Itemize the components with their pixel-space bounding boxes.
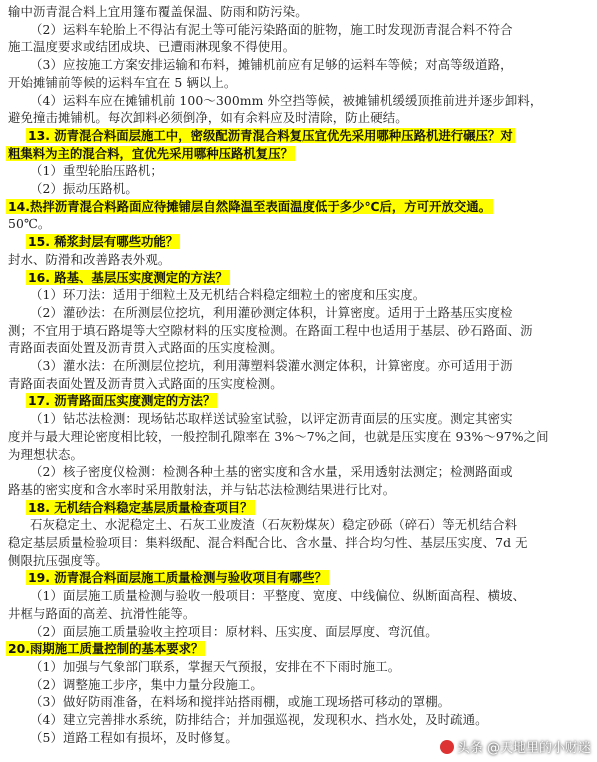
- question-heading: 14.热拌沥青混合料路面应待摊铺层自然降温至表面温度低于多少℃后，方可开放交通。: [8, 198, 492, 214]
- text-line: 输中沥青混合料上宜用篷布覆盖保温、防雨和防污染。: [8, 4, 308, 19]
- text-line: 为理想状态。: [8, 446, 83, 462]
- question-heading: 17. 沥青路面压实度测定的方法？: [28, 393, 216, 409]
- text-line: 稳定基层质量检验项目：集料级配、混合料配合比、含水量、拌合均匀性、基层压实度、7d 无: [8, 535, 528, 550]
- text-line: 封水、防滑和改善路表外观。: [8, 251, 171, 267]
- text-line: （1）加强与气象部门联系，掌握天气预报，安排在不下雨时施工。: [30, 658, 401, 674]
- question-heading: 18. 无机结合料稳定基层质量检查项目？: [28, 499, 253, 515]
- text-line: 石灰稳定土、水泥稳定土、石灰工业废渣（石灰粉煤灰）稳定砂砾（碎石）等无机结合料: [30, 517, 518, 533]
- text-line: （2）面层施工质量验收主控项目：原材料、压实度、面层厚度、弯沉值。: [30, 623, 438, 639]
- question-heading: 15. 稀浆封层有哪些功能？: [28, 234, 179, 250]
- text-line: 50℃。: [8, 216, 51, 232]
- text-line: （5）道路工程如有损坏，及时修复。: [30, 729, 238, 745]
- text-line: 避免撞击摊铺机。每次卸料必须倒净，如有余料应及时清除，防止硬结。: [8, 110, 408, 126]
- text-line: 开始摊铺前等候的运料车宜在 5 辆以上。: [8, 74, 237, 90]
- question-heading: 20.雨期施工质量控制的基本要求？: [8, 641, 204, 657]
- text-line: 路基的密实度和含水率时采用散射法，并与钻芯法检测结果进行比对。: [8, 481, 396, 497]
- text-line: （2）调整施工步序，集中力量分段施工。: [30, 676, 263, 692]
- text-line: （1）面层施工质量检测与验收一般项目：平整度、宽度、中线偏位、纵断面高程、横坡、: [30, 588, 526, 604]
- text-line: 侧限抗压强度等。: [8, 552, 108, 568]
- question-heading: 19. 沥青混合料面层施工质量检测与验收项目有哪些？: [28, 570, 327, 586]
- text-line: （3）做好防雨准备，在料场和搅拌站搭雨棚，或施工现场搭可移动的罩棚。: [30, 694, 451, 710]
- text-line: 施工温度要求或结团成块、已遭雨淋现象不得使用。: [8, 39, 296, 55]
- text-line: （1）环刀法：适用于细粒土及无机结合料稳定细粒土的密度和压实度。: [30, 287, 426, 303]
- text-line: 井框与路面的高差、抗滑性能等。: [8, 605, 196, 621]
- text-line: （4）运料车应在摊铺机前 100～300mm 外空挡等候，被摊铺机缓缓顶推前进并逐步卸料，: [30, 92, 543, 108]
- text-line: （1）钻芯法检测：现场钻芯取样送试验室试验，以评定沥青面层的压实度。测定其密实: [30, 411, 513, 427]
- question-heading: 13. 沥青混合料面层施工中，密级配沥青混合料复压宜优先采用哪种压路机进行碾压？对: [28, 127, 513, 143]
- text-line: （4）建立完善排水系统，防排结合；并加强巡视，发现积水、挡水处，及时疏通。: [30, 712, 488, 727]
- text-line: 青路面表面处置及沥青贯入式路面的压实度检测。: [8, 340, 283, 356]
- text-line: 青路面表面处置及沥青贯入式路面的压实度检测。: [8, 375, 283, 391]
- text-line: （2）振动压路机。: [30, 181, 138, 196]
- watermark-logo-icon: [440, 740, 454, 754]
- text-line: （2）运料车轮胎上不得沾有泥土等可能污染路面的脏物，施工时发现沥青混合料不符合: [30, 21, 513, 37]
- text-line: 测；不宜用于填石路堤等大空隙材料的压实度检测。在路面工程中也适用于基层、砂石路面、沥: [8, 322, 533, 338]
- text-line: （3）应按施工方案安排运输和布料，摊铺机前应有足够的运料车等候；对高等级道路，: [30, 57, 513, 73]
- text-line: （2）灌砂法：在所测层位挖坑，利用灌砂测定体积，计算密度。适用于土路基压实度检: [30, 304, 513, 320]
- text-line: （3）灌水法：在所测层位挖坑，利用薄塑料袋灌水测定体积，计算密度。亦可适用于沥: [30, 358, 513, 373]
- text-line: 度并与最大理论密度相比较，一般控制孔隙率在 3%～7%之间，也就是压实度在 93%～97%之间: [8, 428, 549, 444]
- watermark: 头条 @天地里的小财迷: [440, 737, 591, 756]
- text-line: （1）重型轮胎压路机；: [30, 163, 163, 179]
- text-line: （2）核子密度仪检测：检测各种土基的密实度和含水量，采用透射法测定；检测路面或: [30, 464, 513, 480]
- question-heading: 粗集料为主的混合料，宜优先采用哪种压路机复压？: [8, 145, 293, 161]
- question-heading: 16. 路基、基层压实度测定的方法？: [28, 269, 228, 285]
